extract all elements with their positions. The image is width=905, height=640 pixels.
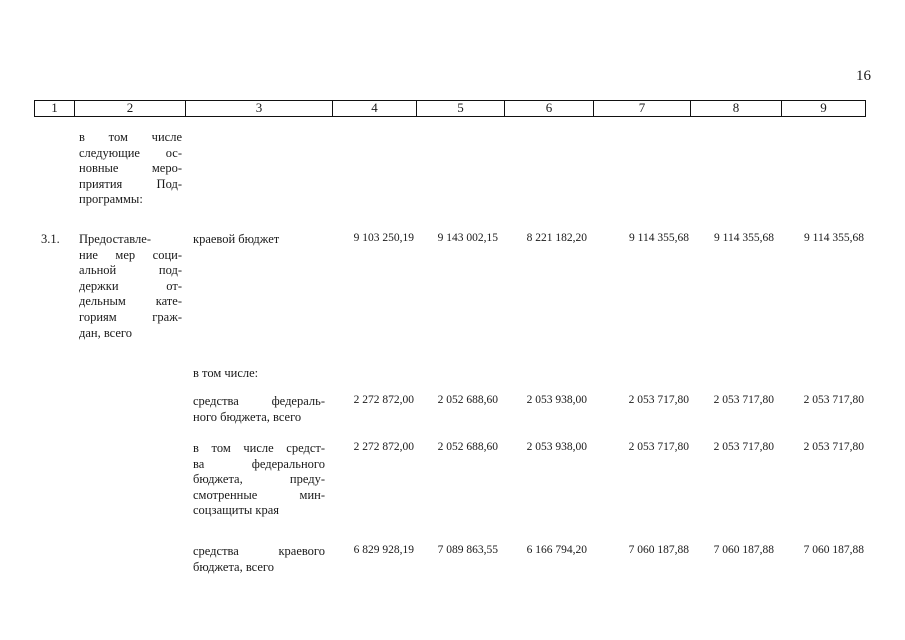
row-value-col6: 8 221 182,20 bbox=[526, 232, 587, 244]
header-cell-7: 7 bbox=[593, 100, 690, 117]
federal-sub-value-col6: 2 053 938,00 bbox=[526, 441, 587, 453]
federal-value-col7: 2 053 717,80 bbox=[628, 394, 689, 406]
row-name: Предоставле- ние мер соци- альной под- держки от- дельным кате- гориям граж- дан, всего bbox=[79, 232, 182, 340]
header-cell-2: 2 bbox=[74, 100, 185, 117]
federal-sub-value-col9: 2 053 717,80 bbox=[803, 441, 864, 453]
header-cell-5: 5 bbox=[416, 100, 504, 117]
regional-value-col4: 6 829 928,19 bbox=[353, 544, 414, 556]
federal-value-col5: 2 052 688,60 bbox=[437, 394, 498, 406]
header-cell-9: 9 bbox=[781, 100, 865, 117]
intro-text: в том числе следующие ос- новные меро- приятия Под- программы: bbox=[79, 130, 182, 207]
row-value-col8: 9 114 355,68 bbox=[714, 232, 774, 244]
header-right-border bbox=[865, 100, 866, 117]
regional-value-col8: 7 060 187,88 bbox=[713, 544, 774, 556]
header-cell-8: 8 bbox=[690, 100, 781, 117]
federal-label: средства федераль- ного бюджета, всего bbox=[193, 394, 325, 424]
federal-value-col4: 2 272 872,00 bbox=[353, 394, 414, 406]
regional-value-col7: 7 060 187,88 bbox=[628, 544, 689, 556]
row-value-col5: 9 143 002,15 bbox=[437, 232, 498, 244]
federal-value-col9: 2 053 717,80 bbox=[803, 394, 864, 406]
regional-value-col5: 7 089 863,55 bbox=[437, 544, 498, 556]
federal-sub-value-col5: 2 052 688,60 bbox=[437, 441, 498, 453]
header-cell-4: 4 bbox=[332, 100, 416, 117]
regional-label: средства краевого бюджета, всего bbox=[193, 544, 325, 574]
row-value-col4: 9 103 250,19 bbox=[353, 232, 414, 244]
federal-sub-value-col7: 2 053 717,80 bbox=[628, 441, 689, 453]
row-value-col9: 9 114 355,68 bbox=[804, 232, 864, 244]
regional-value-col6: 6 166 794,20 bbox=[526, 544, 587, 556]
header-cell-3: 3 bbox=[185, 100, 332, 117]
federal-sub-value-col8: 2 053 717,80 bbox=[713, 441, 774, 453]
federal-value-col8: 2 053 717,80 bbox=[713, 394, 774, 406]
federal-sub-value-col4: 2 272 872,00 bbox=[353, 441, 414, 453]
federal-value-col6: 2 053 938,00 bbox=[526, 394, 587, 406]
header-cell-1: 1 bbox=[34, 100, 74, 117]
page-number: 16 bbox=[856, 68, 871, 84]
header-cell-6: 6 bbox=[504, 100, 593, 117]
regional-value-col9: 7 060 187,88 bbox=[803, 544, 864, 556]
row-source: краевой бюджет bbox=[193, 232, 280, 246]
row-value-col7: 9 114 355,68 bbox=[629, 232, 689, 244]
row-code: 3.1. bbox=[41, 232, 60, 246]
including-label: в том числе: bbox=[193, 366, 259, 380]
federal-sub-label: в том числе средст- ва федерального бюджета, преду- смотренные мин- соцзащиты края bbox=[193, 441, 325, 518]
